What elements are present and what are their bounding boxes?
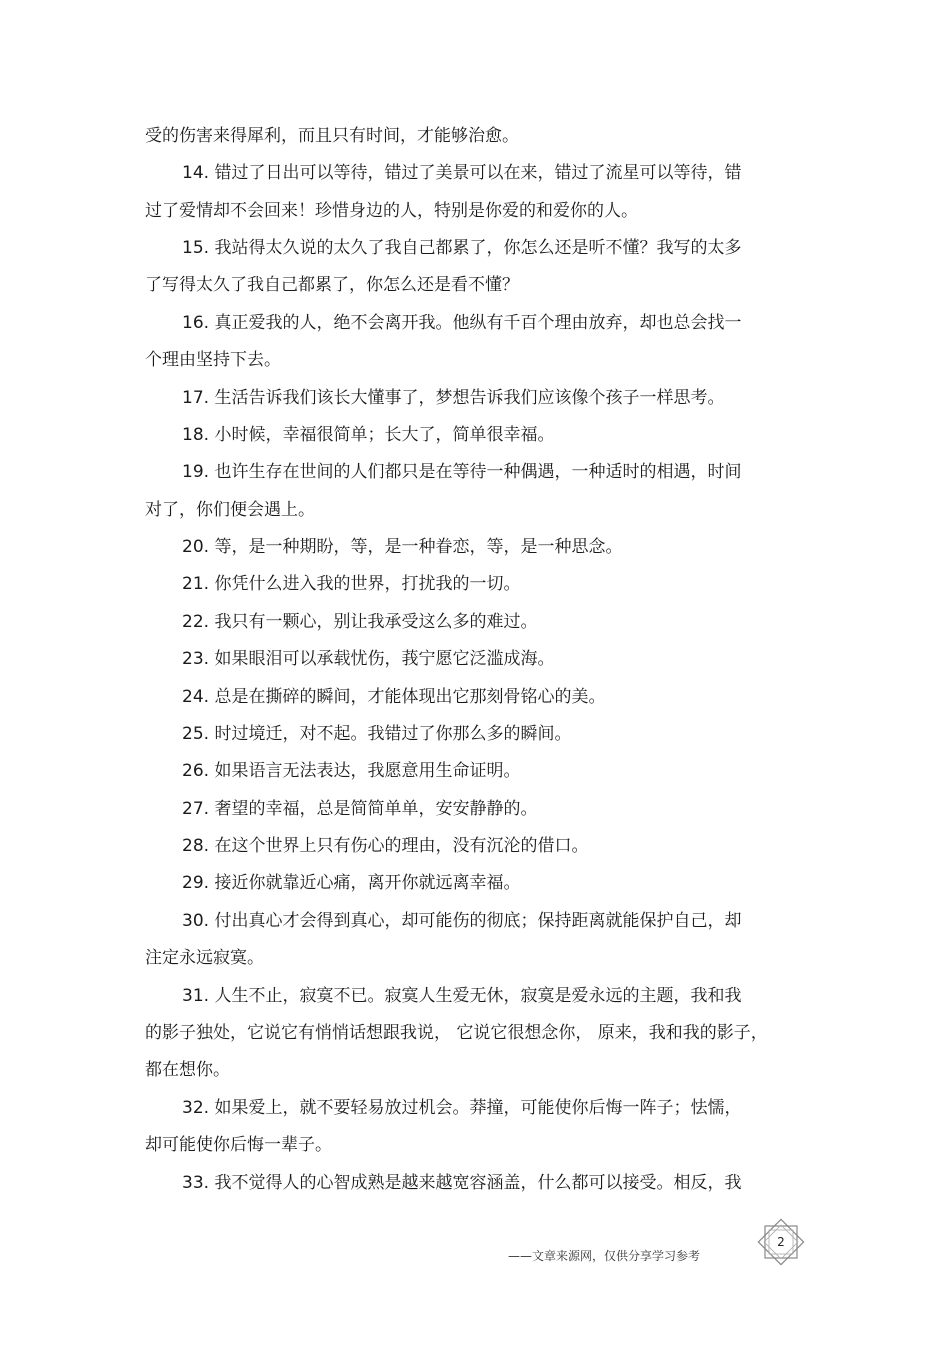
text-line: 21. 你凭什么进入我的世界，打扰我的一切。 xyxy=(182,574,521,594)
text-line: 22. 我只有一颗心，别让我承受这么多的难过。 xyxy=(182,612,538,632)
text-line: 19. 也许生存在世间的人们都只是在等待一种偶遇，一种适时的相遇，时间 xyxy=(182,462,742,482)
text-line: 26. 如果语言无法表达，我愿意用生命证明。 xyxy=(182,761,521,781)
text-line: 24. 总是在撕碎的瞬间，才能体现出它那刻骨铭心的美。 xyxy=(182,687,606,707)
text-line: 33. 我不觉得人的心智成熟是越来越宽容涵盖，什么都可以接受。相反，我 xyxy=(182,1173,742,1193)
text-line: 15. 我站得太久说的太久了我自己都累了，你怎么还是听不懂？我写的太多 xyxy=(182,238,742,258)
text-line: 16. 真正爱我的人，绝不会离开我。他纵有千百个理由放弃，却也总会找一 xyxy=(182,313,742,333)
footer-source-text: ——文章来源网，仅供分享学习参考 xyxy=(508,1249,701,1263)
text-line: 29. 接近你就靠近心痛，离开你就远离幸福。 xyxy=(182,873,521,893)
text-line: 18. 小时候，幸福很简单；长大了，简单很幸福。 xyxy=(182,425,555,445)
page-number: 2 xyxy=(777,1235,785,1249)
text-line: 32. 如果爱上，就不要轻易放过机会。莽撞，可能使你后悔一阵子；怯懦， xyxy=(182,1098,742,1118)
text-line: 了写得太久了我自己都累了，你怎么还是看不懂？ xyxy=(145,275,519,295)
text-line: 23. 如果眼泪可以承载忧伤，莪宁愿它泛滥成海。 xyxy=(182,649,555,669)
text-line: 个理由坚持下去。 xyxy=(145,350,281,370)
text-line: 28. 在这个世界上只有伤心的理由，没有沉沦的借口。 xyxy=(182,836,589,856)
text-line: 对了，你们便会遇上。 xyxy=(145,500,315,520)
text-line: 过了爱情却不会回来！珍惜身边的人，特别是你爱的和爱你的人。 xyxy=(145,201,638,221)
text-line: 17. 生活告诉我们该长大懂事了，梦想告诉我们应该像个孩子一样思考。 xyxy=(182,388,725,408)
text-line: 的影子独处，它说它有悄悄话想跟我说， 它说它很想念你， 原来，我和我的影子， xyxy=(145,1023,768,1043)
text-line: 25. 时过境迁，对不起。我错过了你那么多的瞬间。 xyxy=(182,724,572,744)
text-line: 31. 人生不止，寂寞不已。寂寞人生爱无休，寂寞是爱永远的主题，我和我 xyxy=(182,986,742,1006)
text-line: 都在想你。 xyxy=(145,1060,230,1080)
text-line: 27. 奢望的幸福，总是简简单单，安安静静的。 xyxy=(182,799,538,819)
text-line: 30. 付出真心才会得到真心，却可能伤的彻底；保持距离就能保护自己，却 xyxy=(182,911,742,931)
text-line: 20. 等，是一种期盼，等，是一种眷恋，等，是一种思念。 xyxy=(182,537,623,557)
text-line: 却可能使你后悔一辈子。 xyxy=(145,1135,332,1155)
text-line: 14. 错过了日出可以等待，错过了美景可以在来，错过了流星可以等待，错 xyxy=(182,163,742,183)
text-line: 受的伤害来得犀利，而且只有时间，才能够治愈。 xyxy=(145,126,519,146)
text-line: 注定永远寂寞。 xyxy=(145,948,264,968)
